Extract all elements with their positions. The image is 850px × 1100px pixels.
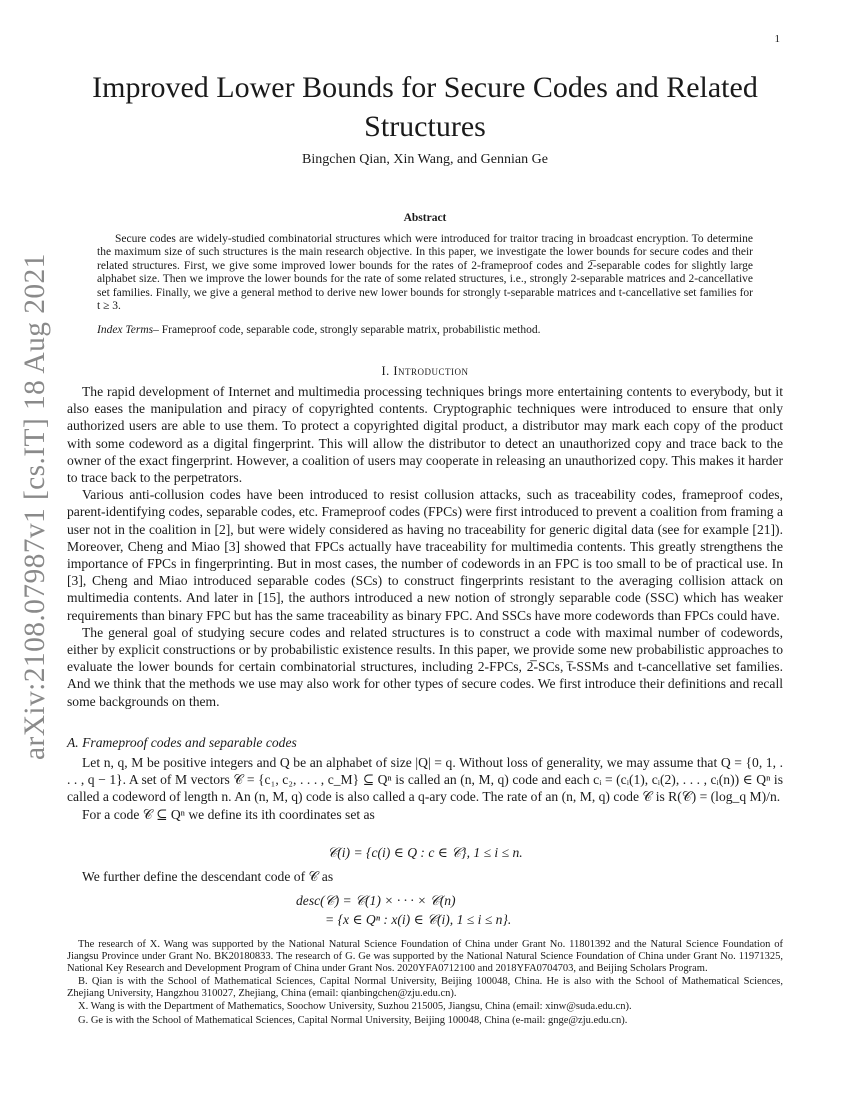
abstract-text: Secure codes are widely-studied combinatorial structures which were introduced for traitor tracing in broadcast encryption. To determine the maximum size of such structures is the main research objective. In this paper, we investigate the lower bounds for secure codes and their related structures. First, we give some improved lower bounds for the rates of 2-frameproof codes and 2̅-separable codes for slightly large alphabet size. Then we improve the lower bounds for the rate of some related structures, i.e., strongly 2-separable matrices and 2-cancellative set families. Finally, we give a general method to derive new lower bounds for strongly t-separable matrices and t-cancellative set families for t ≥ 3.: [97, 233, 753, 313]
section-heading-introduction: [80, 364, 770, 379]
footnote: B. Qian is with the School of Mathematical Sciences, Capital Normal University, Beijing 100048, China. He is also with the School of Mathematical Sciences, Zhejiang University, Hangzhou 310027, Zhejiang, China (email: qianbingchen@zju.edu.cn).: [67, 976, 783, 1000]
equation-descendant-line-1: desc(𝒞) = 𝒞(1) × · · · × 𝒞(n): [296, 893, 456, 908]
intro-paragraph: The general goal of studying secure codes and related structures is to construct a code with maximal number of codewords, either by explicit constructions or by probabilistic existence results. In this paper, we provide some new probabilistic approaches to evaluate the lower bounds for certain combinatorial structures, including 2-FPCs, 2̅-SCs, t̅-SSMs and t-cancellative set families. And we think that the methods we use may also work for other types of secure codes. We first introduce their definitions and recall some backgrounds on them.: [67, 624, 783, 709]
introduction-body: [67, 383, 783, 710]
paper-title: Improved Lower Bounds for Secure Codes and Related Structures: [92, 71, 758, 143]
footnote: G. Ge is with the School of Mathematical Sciences, Capital Normal University, Beijing 100048, China (e-mail: gnge@zju.edu.cn).: [78, 1014, 628, 1026]
equation-coordinate-set: 𝒞(i) = {c(i) ∈ Q : c ∈ 𝒞}, 1 ≤ i ≤ n.: [327, 845, 523, 860]
subsection-body: [67, 754, 783, 823]
intro-paragraph: The rapid development of Internet and multimedia processing techniques brings more entertaining contents to everybody, but it also eases the manipulation and piracy of copyrighted contents. Cryptographic techniques were introduced to ensure that only authorized users are able to use them. To protect a copyrighted digital product, a distributor may mark each copy of the product with some codeword as a digital fingerprint. This will allow the distributor to detect an unauthorized copy and trace back to the owner of the exact fingerprint. However, a coalition of users may cooperate in releasing an unauthorized copy. This makes it harder to trace back to the perpetrators.: [67, 384, 783, 486]
subsection-paragraph: Let n, q, M be positive integers and Q be an alphabet of size |Q| = q. Without loss of generality, we may assume that Q = {0, 1, . . . , q − 1}. A set of M vectors 𝒞 = {c₁, c₂, . . . , c_M} ⊆ Qⁿ is called an (n, M, q) code and each cᵢ = (cᵢ(1), cᵢ(2), . . . , cᵢ(n)) ∈ Qⁿ is called a codeword of length n. An (n, M, q) code is also called a q-ary code. The rate of an (n, M, q) code 𝒞 is R(𝒞) = (log_q M)/n.: [67, 755, 783, 805]
index-terms-label: Index Terms–: [97, 324, 159, 336]
subsection-heading: A. Frameproof codes and separable codes: [67, 735, 297, 750]
footnote: The research of X. Wang was supported by the National Natural Science Foundation of China under Grant No. 11801392 and the Natural Science Foundation of Jiangsu Province under Grant No. BK20180833. The research of G. Ge was supported by the National Natural Science Foundation of China under Grant No. 11971325, National Key Research and Development Program of China under Grant Nos. 2020YFA0712100 and 2018YFA0704703, and Beijing Scholars Program.: [67, 939, 783, 975]
page-number: 1: [774, 33, 780, 45]
equation-descendant-line-2: = {x ∈ Qⁿ : x(i) ∈ 𝒞(i), 1 ≤ i ≤ n}.: [325, 912, 512, 927]
intro-paragraph: Various anti-collusion codes have been introduced to resist collusion attacks, such as traceability codes, frameproof codes, parent-identifying codes, separable codes, etc. Frameproof codes (FPCs) were first introduced to prevent a coalition from framing a user not in the coalition in [2], but were widely considered as having no traceability for generic digital data (see for example [21]). Moreover, Cheng and Miao [3] showed that FPCs actually have traceability for multimedia contents. This greatly strengthens the importance of FPCs in fingerprinting. But in most cases, the number of codewords in an FPC is too small to be of practical use. In [3], Cheng and Miao introduced separable codes (SCs) to construct fingerprints resistant to the averaging collision attack on multimedia contents. And later in [15], the authors introduced a new notion of strongly separable code (SSC) which has weaker requirements than binary FPC but has the same traceability as binary FPC. And SSCs have more codewords than FPCs could have.: [67, 487, 783, 623]
footnotes: [67, 939, 783, 1028]
footnote: X. Wang is with the Department of Mathematics, Soochow University, Suzhou 215005, Jiangsu, China (email: xinw@suda.edu.cn).: [78, 1001, 632, 1013]
author-list: Bingchen Qian, Xin Wang, and Gennian Ge: [302, 152, 548, 167]
index-terms: [97, 323, 753, 337]
arxiv-identifier-stamp: arXiv:2108.07987v1 [cs.IT] 18 Aug 2021: [19, 253, 51, 760]
index-terms-list: Frameproof code, separable code, strongly separable matrix, probabilistic method.: [158, 324, 541, 336]
abstract-heading: Abstract: [403, 212, 447, 224]
subsection-paragraph: For a code 𝒞 ⊆ Qⁿ we define its ith coordinates set as: [82, 806, 375, 822]
section-number: I.: [381, 364, 394, 378]
section-title: Introduction: [393, 364, 469, 378]
equation-intro-text: We further define the descendant code of 𝒞 as: [82, 869, 334, 884]
